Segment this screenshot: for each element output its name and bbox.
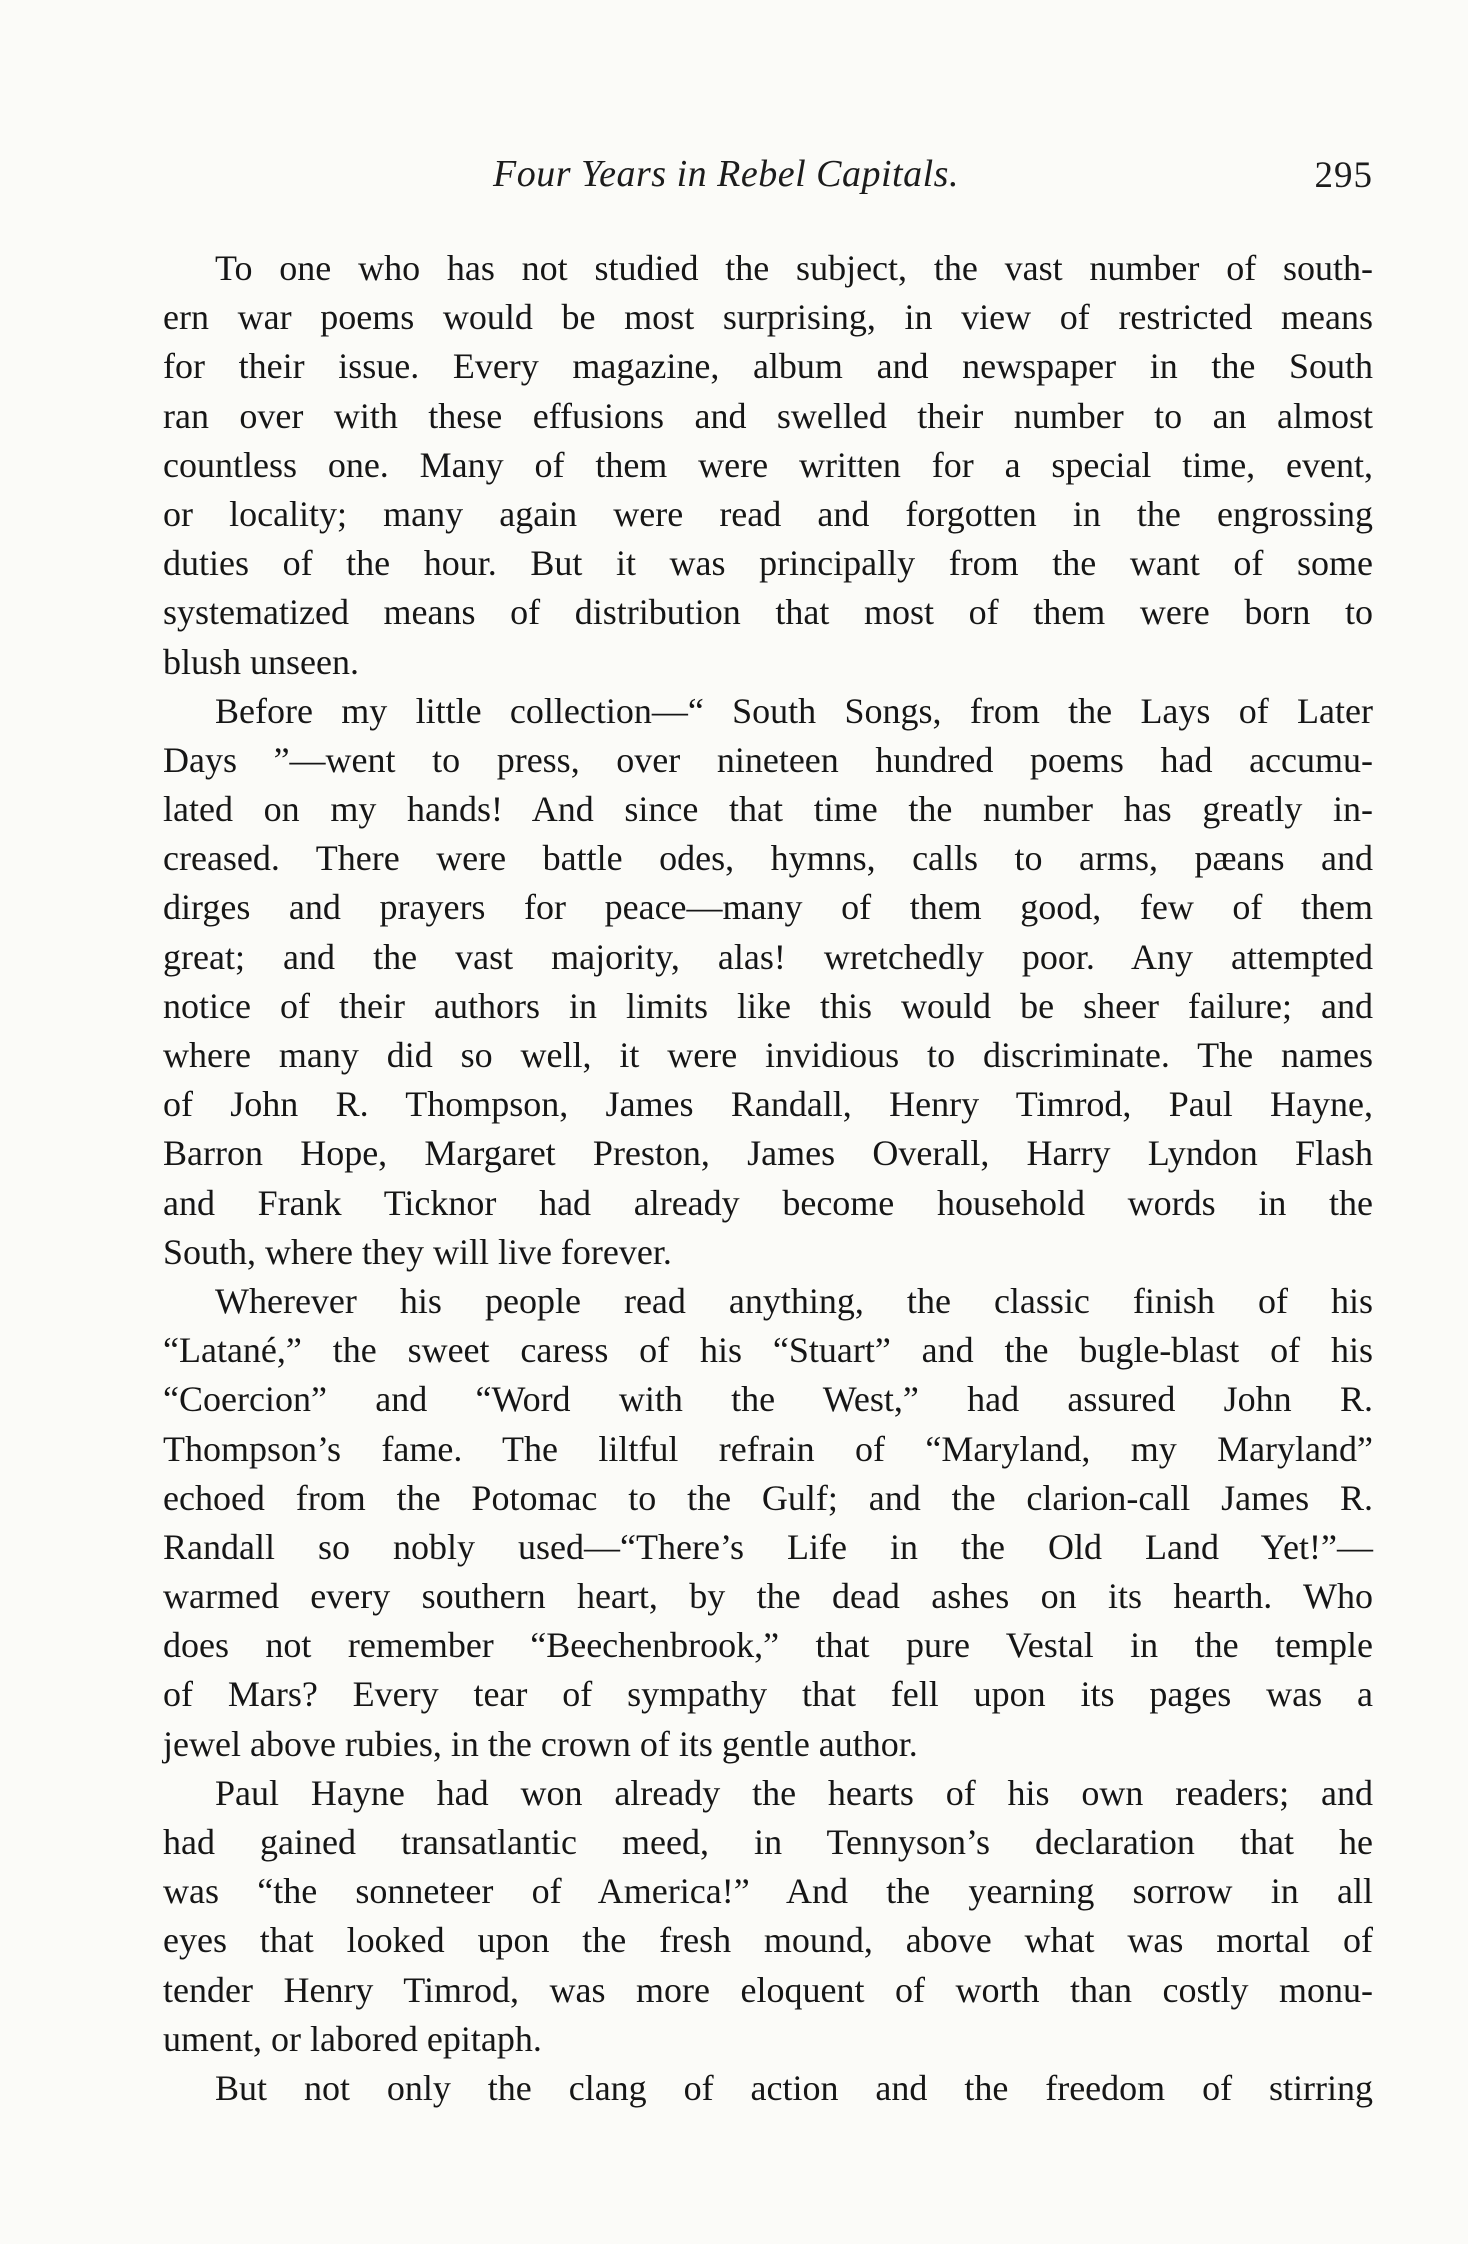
text-line: ument, or labored epitaph. (163, 2018, 542, 2059)
text-line: Days ”—went to press, over nineteen hundred poems had accumu- (163, 739, 1373, 780)
text-line: and Frank Ticknor had already become household words in the (163, 1182, 1373, 1223)
text-line: eyes that looked upon the fresh mound, above what was mortal of (163, 1920, 1373, 1961)
text-line: jewel above rubies, in the crown of its gentle author. (163, 1723, 918, 1764)
running-head (163, 152, 1373, 212)
text-line: echoed from the Potomac to the Gulf; and the clarion-call James R. (163, 1477, 1373, 1518)
text-line: “Coercion” and “Word with the West,” had assured John R. (163, 1379, 1373, 1420)
text-line: ran over with these effusions and swelled their number to an almost (163, 395, 1373, 436)
text-line: duties of the hour. But it was principally from the want of some (163, 543, 1373, 584)
text-line: tender Henry Timrod, was more eloquent of worth than costly monu- (163, 1969, 1373, 2010)
text-line: of Mars? Every tear of sympathy that fell upon its pages was a (163, 1674, 1373, 1715)
text-line: was “the sonneteer of America!” And the yearning sorrow in all (163, 1871, 1373, 1912)
text-line: systematized means of distribution that most of them were born to (163, 592, 1373, 633)
paragraph-1 (163, 244, 1373, 687)
text-line: Paul Hayne had won already the hearts of his own readers; and (215, 1772, 1373, 1813)
paragraph-4 (163, 1769, 1373, 2064)
text-line: Barron Hope, Margaret Preston, James Overall, Harry Lyndon Flash (163, 1133, 1373, 1174)
text-line: dirges and prayers for peace—many of them good, few of them (163, 887, 1373, 928)
text-line: does not remember “Beechenbrook,” that pure Vestal in the temple (163, 1625, 1373, 1666)
text-line: or locality; many again were read and forgotten in the engrossing (163, 493, 1373, 534)
text-line: countless one. Many of them were written for a special time, event, (163, 444, 1373, 485)
text-line: Before my little collection—“ South Songs, from the Lays of Later (215, 690, 1373, 731)
text-line: great; and the vast majority, alas! wretchedly poor. Any attempted (163, 936, 1373, 977)
text-line: had gained transatlantic meed, in Tennyson’s declaration that he (163, 1822, 1373, 1862)
body-text (163, 244, 1373, 2113)
text-line: Randall so nobly used—“There’s Life in the Old Land Yet!”— (163, 1526, 1373, 1567)
text-line: for their issue. Every magazine, album and newspaper in the South (163, 346, 1373, 387)
page-number: 295 (1314, 155, 1373, 196)
text-line: Wherever his people read anything, the classic finish of his (215, 1280, 1373, 1321)
text-line: Thompson’s fame. The liltful refrain of “Maryland, my Maryland” (163, 1428, 1373, 1469)
paragraph-5 (163, 2064, 1373, 2113)
text-line: creased. There were battle odes, hymns, calls to arms, pæans and (163, 838, 1373, 879)
text-line: South, where they will live forever. (163, 1231, 672, 1272)
text-line: warmed every southern heart, by the dead ashes on its hearth. Who (163, 1576, 1373, 1617)
text-line: “Latané,” the sweet caress of his “Stuart” and the bugle-blast of his (163, 1330, 1373, 1371)
text-line: blush unseen. (163, 641, 359, 682)
text-line: lated on my hands! And since that time the number has greatly in- (163, 789, 1373, 830)
text-line: of John R. Thompson, James Randall, Henry Timrod, Paul Hayne, (163, 1084, 1373, 1125)
text-line: notice of their authors in limits like this would be sheer failure; and (163, 985, 1373, 1026)
paragraph-3 (163, 1277, 1373, 1769)
text-line: To one who has not studied the subject, the vast number of south- (215, 248, 1373, 288)
text-line: ern war poems would be most surprising, in view of restricted means (163, 297, 1373, 338)
page-title: Four Years in Rebel Capitals. (493, 153, 959, 195)
text-line: But not only the clang of action and the freedom of stirring (215, 2067, 1373, 2108)
text-line: where many did so well, it were invidious to discriminate. The names (163, 1035, 1373, 1075)
paragraph-2 (163, 687, 1373, 1277)
